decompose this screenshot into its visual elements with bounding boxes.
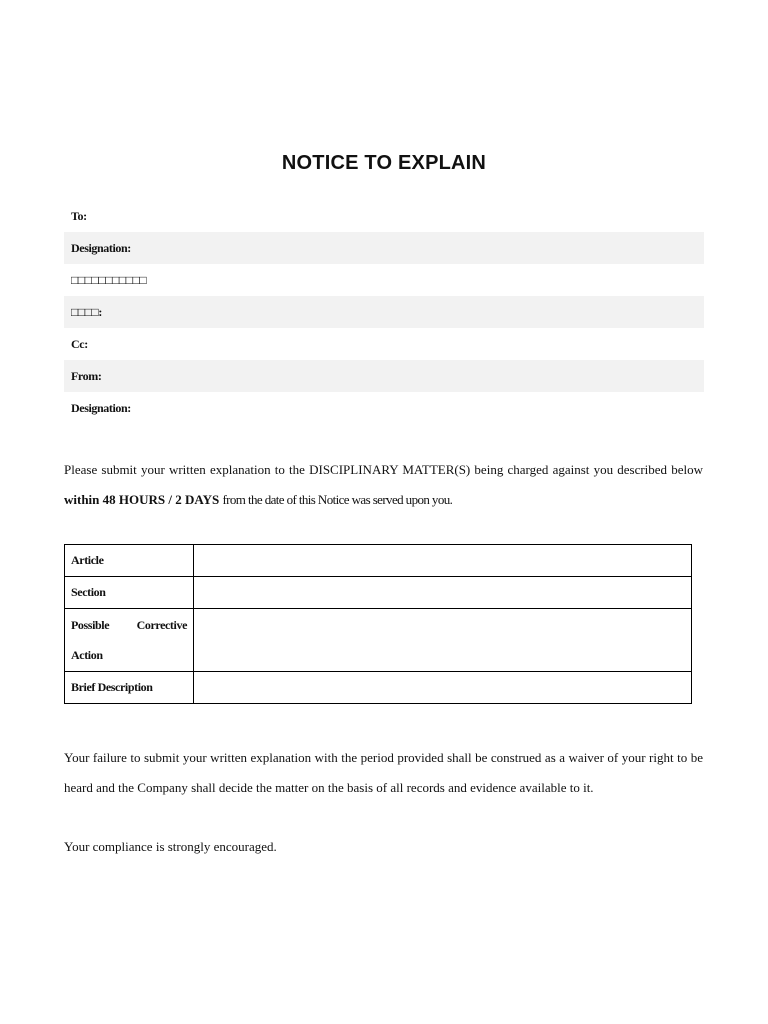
closing-paragraph: Your compliance is strongly encouraged. <box>64 839 277 854</box>
addressee-block <box>64 200 704 424</box>
cc-field: Cc: <box>71 337 88 351</box>
table-row <box>65 577 692 609</box>
section-label: Section <box>65 577 194 609</box>
corrective-action-label: Possible Corrective Action <box>65 609 194 672</box>
intro-text-end: from the date of this Notice was served upon you. <box>222 492 453 507</box>
unreadable-field: □□□□□□□□□□□ <box>71 273 147 287</box>
table-row <box>65 609 692 672</box>
article-value <box>194 545 692 577</box>
designation-field: Designation: <box>64 232 704 264</box>
intro-text: Please submit your written explanation to the DISCIPLINARY MATTER(S) being charged against you described below <box>64 462 703 477</box>
brief-description-label: Brief Description <box>65 672 194 704</box>
from-field: From: <box>64 360 704 392</box>
intro-paragraph <box>64 455 703 515</box>
table-row <box>65 545 692 577</box>
warning-paragraph: Your failure to submit your written explanation with the period provided shall be construed as a waiver of your right to be heard and the Company shall decide the matter on the basis of all records and evidence available to it. <box>64 750 703 795</box>
document-title: NOTICE TO EXPLAIN <box>281 152 487 174</box>
table-row <box>65 672 692 704</box>
disciplinary-matter-table <box>64 544 692 704</box>
article-label: Article <box>65 545 194 577</box>
corrective-action-value <box>194 609 692 672</box>
unreadable-field-short: □□□□: <box>64 296 704 328</box>
section-value <box>194 577 692 609</box>
brief-description-value <box>194 672 692 704</box>
to-field: To: <box>71 209 87 223</box>
sender-designation-field: Designation: <box>71 401 131 415</box>
deadline-text: within 48 HOURS / 2 DAYS <box>64 492 220 507</box>
